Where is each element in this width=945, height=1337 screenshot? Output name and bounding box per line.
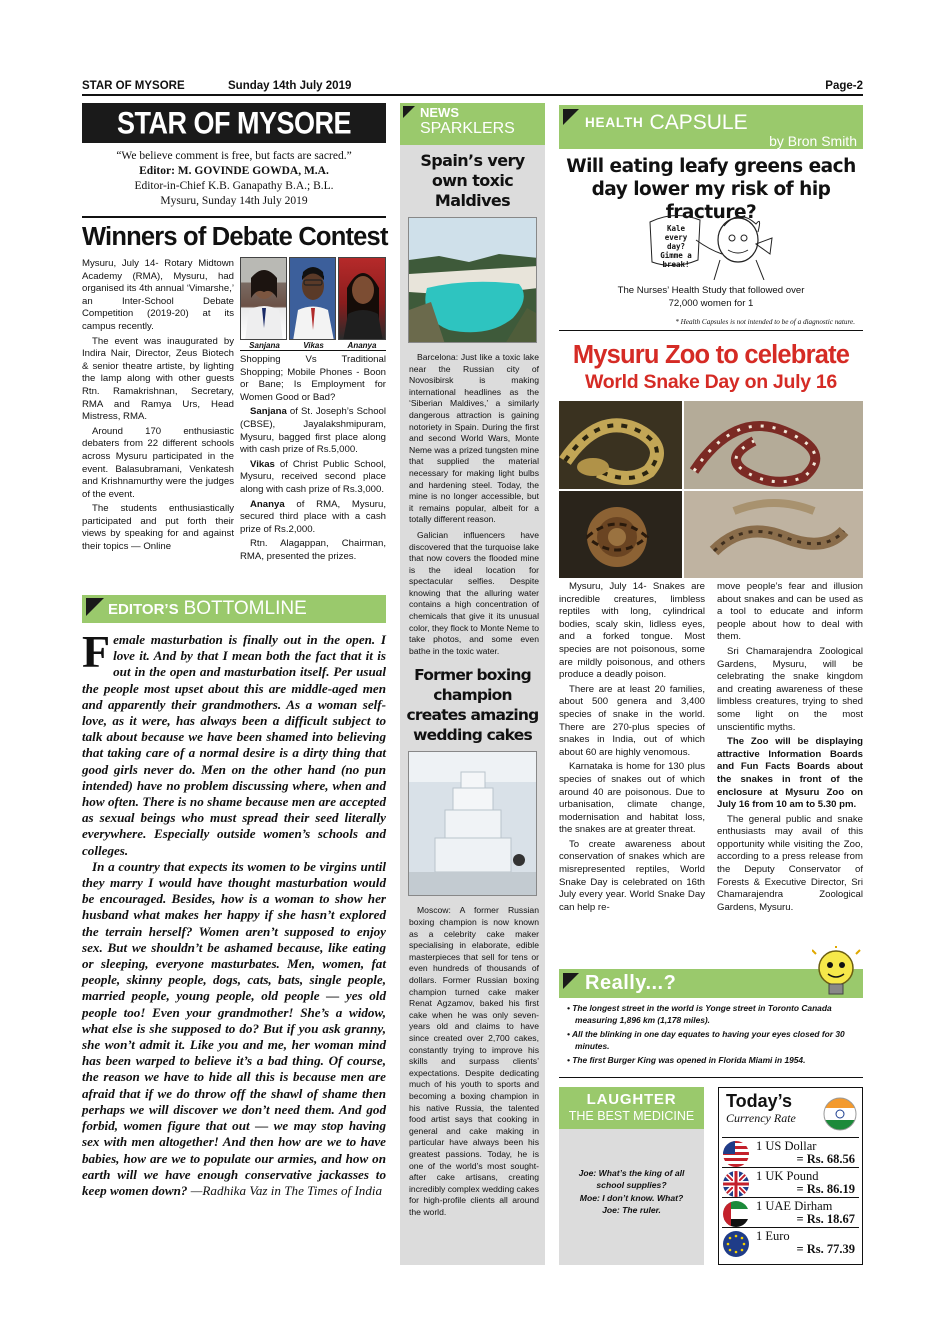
- cake-graphic: [409, 752, 537, 896]
- story1-title: Spain’s very own toxic Maldives: [420, 151, 525, 210]
- paragraph: [82, 859, 386, 1199]
- paragraph: Sri Chamarajendra Zoological Gardens, Mysuru, will be celebrating the snake kingdom and creating awareness of these limbless creatures, trying to shed some light on the most unscientific myths.: [717, 645, 863, 733]
- sparklers-label-a: NEWS: [420, 105, 459, 120]
- fact-text: All the blinking in one day equates to having your eyes closed for 30 minutes.: [571, 1029, 845, 1051]
- winner-name: Vikas: [250, 458, 275, 470]
- health-byline: by Bron Smith: [769, 133, 857, 149]
- bottomline-label-a: EDITOR’S: [108, 600, 179, 618]
- joke-line: Moe: I don’t know. What?: [579, 1192, 684, 1203]
- editorial-info: [82, 149, 386, 209]
- paragraph: Mysuru, July 14- Snakes are incredible creatures, limbless reptiles with long, cylindrical bodies, scaly skin, lidless eyes, and a forked tongue. Most species are not poisonous, some are mildly poisonous, and others produce a deadly poison.: [559, 581, 705, 681]
- paragraph: The general public and snake enthusiasts may avail of this opportunity while visiting the Zoo, according to a press release from the Deputy Conservator of Forests & Executive Director, Sri Chamarajendra Zoological Gardens, Mysuru.: [717, 813, 863, 913]
- health-disclaimer: * Health Capsules is not intended to be of a diagnostic nature.: [675, 318, 855, 326]
- logo-banner: [82, 103, 386, 143]
- zoo-col1: [559, 581, 705, 916]
- photo-vikas: [289, 257, 336, 340]
- cake-photo: [408, 751, 537, 896]
- currency-row: [722, 1167, 859, 1197]
- india-flag-icon: [823, 1097, 857, 1131]
- paragraph: The students enthusiastically participated and put forth their views by speaking for and against their topics — Online: [82, 503, 234, 553]
- eu-flag-icon: [722, 1230, 750, 1258]
- zoo-headline: [559, 340, 863, 394]
- photo-captions: [240, 341, 386, 351]
- zoo-col2: [717, 581, 863, 916]
- bottomline-para2: In a country that expects its women to be virgins until they marry I would have thought masturbation would be encouraged. Besides, how is a woman to show her husband what makes her happy if she hasn’t explored the terrain herself? Women aren’t supposed to enjoy sex. But we shouldn’t be ashamed because, like eating or sleeping, everyone masturbates. Men, women, fat people, skinny people, dogs, cats, bats, single people, married people, young people, old people — yes old people too! Even your grandmother! She’s a widow, what else is she supposed to do? But if you ask granny, she won’t admit it. Like you and me, her woman mind has been warped to believe it’s a bad thing. Of course, the reason we have to hide all this is because men are afraid that if we do throw off the shawl of shame then perhaps we will discover we don’t need them. And god forbid, women figure that out — we may stop having sex with men altogether! And then how are we to have babies, how are we to populate our armies, and how on earth will we have enough conservative jackasses to keep women down?: [82, 858, 386, 1198]
- snake-photo-3: [559, 491, 682, 578]
- winner-paragraph: [240, 499, 386, 537]
- caption-sanjana: Sanjana: [249, 341, 280, 350]
- currency-name: 1 US Dollar: [756, 1139, 817, 1153]
- joke-line: Joe: What’s the king of all school supplies?: [578, 1168, 685, 1191]
- paragraph: The Zoo will be displaying attractive Information Boards and Fun Facts Boards about the snakes in front of the enclosure at Mysuru Zoo on July 16 from 10 am to 5.30 pm.: [717, 736, 863, 811]
- laughter-label-b: THE BEST MEDICINE: [568, 1109, 695, 1123]
- really-label: Really...?: [585, 972, 677, 994]
- photo-sanjana: [240, 257, 287, 340]
- currency-name: 1 Euro: [756, 1229, 790, 1243]
- bottomline-para1: emale masturbation is finally out in the open. I love it. And by that I mean both the fact that it is out in the open and masturbation itself. Per usual the people most upset about this are middle-aged men and apparently their grandmothers. As a woman self-love, as it were, has always been a difficult subject to talk about because we have been shamed into believing that taking care of a normal desire is a dirty thing that good girls never do. Men on the other hand (no pun intended) have no problem discussing where, when and how often. There is no shame because men are accepted as sexual beings who must spread their seed literally everywhere. Especially outside women’s schools and colleges.: [82, 632, 386, 858]
- currency-rate: = Rs. 86.19: [796, 1182, 855, 1196]
- editor-in-chief-line: Editor-in-Chief K.B. Ganapathy B.A.; B.L.: [134, 180, 334, 192]
- currency-row: [722, 1227, 859, 1257]
- snake-graphic: [559, 401, 682, 489]
- snake-graphic: [684, 401, 863, 489]
- winner-text: of St. Joseph’s School (CBSE), Jayalakshmipuram, Mysuru, bagged first place along with cash prize of Rs.5,000.: [240, 406, 386, 456]
- winner-text: of Christ Public School, Mysuru, received second place along with cash prize of Rs.3,000.: [240, 458, 386, 495]
- bottomline-label-b: BOTTOMLINE: [183, 598, 307, 619]
- snake-photo-2: [684, 401, 863, 489]
- photo-ananya: [338, 257, 386, 340]
- currency-name: 1 UK Pound: [756, 1169, 819, 1183]
- lake-photo: [408, 217, 537, 343]
- fact-text: The longest street in the world is Yonge street in Toronto Canada measuring 1,896 km (1,178 miles).: [572, 1003, 832, 1025]
- currency-box: [718, 1087, 863, 1265]
- corner-marker-icon: [559, 969, 585, 999]
- rule: [82, 216, 386, 218]
- paragraph: move people’s fear and illusion about snakes and can be used as a tool to educate and inform people about how to deal with them.: [717, 581, 863, 643]
- paragraph: Barcelona: Just like a toxic lake near the Russian city of Novosibirsk is making international headlines as the ‘Siberian Maldives,’ a similarly dangerous attraction is gaining notoriety in Spain. During the first and second World Wars, Monte Neme was a prized tungsten mine that supplied the material necessary for making light bulbs and hardening steel. Today, the mine is no longer accessible, but it remains popular, albeit for a totally different reason.: [409, 352, 539, 525]
- paragraph: The event was inaugurated by Indira Nair, Director, Zeus Biotech & senior theatre artiste, by lighting the lamp along with other guests Rtn. Ramakrishnan, Secretary, RMA and Ramya Urs, Head Mistress, RMA.: [82, 335, 234, 423]
- page-number: Page-2: [825, 80, 863, 92]
- editor-line: Editor: M. GOVINDE GOWDA, M.A.: [139, 165, 329, 177]
- us-flag-icon: [722, 1140, 750, 1168]
- paragraph: To create awareness about conservation of snakes which are misrepresented reptiles, World Snake Day is celebrated on 16th July every year. World Snake Day can help re-: [559, 838, 705, 913]
- zoo-headline-1: Mysuru Zoo to celebrate: [572, 341, 850, 369]
- portrait-graphic: [339, 258, 386, 340]
- logo-text: STAR OF MYSORE: [116, 105, 351, 140]
- editorial-dateline: Mysuru, Sunday 14th July 2019: [160, 195, 308, 207]
- paragraph: Around 170 enthusiastic debaters from 22 different schools across Mysuru participated in the event. Balasubramani, Venkatesh and Krishnamurthy were the judges of the event.: [82, 425, 234, 500]
- health-study: The Nurses’ Health Study that followed over 72,000 women for 1: [617, 285, 805, 309]
- zoo-headline-2: World Snake Day on July 16: [585, 371, 837, 393]
- bottomline-band: [82, 593, 386, 623]
- story1-body: [400, 343, 545, 657]
- winner-photos: [240, 257, 386, 340]
- paragraph: [82, 626, 386, 859]
- laughter-label-a: LAUGHTER: [586, 1091, 677, 1108]
- winner-text: of RMA, Mysuru, secured third place with a cash prize of Rs.2,000.: [240, 498, 386, 535]
- masthead-label: STAR OF MYSORE: [82, 80, 185, 92]
- winner-name: Sanjana: [250, 406, 287, 418]
- portrait-graphic: [290, 258, 336, 340]
- currency-rate: = Rs. 77.39: [796, 1242, 855, 1256]
- fact-item: • The first Burger King was opened in Florida Miami in 1954.: [567, 1055, 806, 1065]
- fact-item: • The longest street in the world is Yonge street in Toronto Canada measuring 1,896 km (1,178 miles).: [567, 1003, 832, 1025]
- caption-vikas: Vikas: [303, 341, 324, 350]
- page-header: [82, 80, 863, 96]
- currency-rate: = Rs. 18.67: [796, 1212, 855, 1226]
- health-question: Will eating leafy greens each day lower my risk of hip fracture?: [566, 156, 856, 223]
- lightbulb-icon: [812, 946, 862, 1000]
- paragraph: Galician influencers have discovered that the turquoise lake that now covers the flooded mine is the ideal location for spectacular selfies. Despite knowing that the alluring water contains a high concentration of chemicals that give it its unusual color, they flock to Monte Neme to take photos, and some even bathe in the toxic water.: [409, 529, 539, 656]
- joke: [559, 1167, 704, 1217]
- health-band: [559, 103, 863, 149]
- currency-row: [722, 1137, 859, 1167]
- currency-row: [722, 1197, 859, 1227]
- header-date: Sunday 14th July 2019: [228, 80, 352, 92]
- paragraph: Shopping Vs Traditional Shopping; Mobile Phones - Boon or Bane; Is Employment for Women Good or Bad?: [240, 354, 386, 403]
- paragraph: Moscow: A former Russian boxing champion is now known as a celebrity cake maker specialising in elaborate, edible masterpieces that sell for tens or even hundreds of thousands of dollars. Former Russian boxing champion turned cake maker Renat Agzamov, baked his first cake when he was only seven-years old and claims to have since created over 2,700 cakes, constantly trying to improve his skills and surpass clients’ expectations. Despite dedicating much of his youth to sports and becoming a boxing champion in his native Russia, the talented food artist says that cooking in general and cake making in particular have always been his greatest passions. Today, he is one of the world’s most sought-after cake artisans, creating incredibly complex wedding cakes for high-profile clients all around the world.: [409, 905, 539, 1217]
- bottomline-body: [82, 626, 386, 1199]
- health-label-a: HEALTH: [585, 115, 644, 130]
- laughter-band: [559, 1087, 704, 1129]
- lake-graphic: [409, 218, 537, 343]
- rule: [559, 1077, 863, 1078]
- corner-marker-icon: [82, 594, 108, 624]
- uk-flag-icon: [722, 1170, 750, 1198]
- winner-paragraph: [240, 459, 386, 497]
- snake-photo-1: [559, 401, 682, 489]
- dropcap: F: [82, 626, 111, 677]
- snake-photo-4: [684, 491, 863, 578]
- sparklers-label-b: SPARKLERS: [420, 120, 515, 137]
- corner-marker-icon: [559, 105, 585, 135]
- bottomline-credit: —Radhika Vaz in The Times of India: [190, 1182, 383, 1198]
- currency-title: Today’s: [726, 1091, 793, 1111]
- health-label-b: CAPSULE: [649, 111, 748, 134]
- snake-graphic: [684, 491, 863, 578]
- paragraph: Mysuru, July 14- Rotary Midtown Academy (RMA), Mysuru, had organised its 4th annual ‘Vimarshe,’ an Inter-School Debate Competition (2019-20) at its campus recently.: [82, 258, 234, 332]
- fact-item: • All the blinking in one day equates to having your eyes closed for 30 minutes.: [567, 1029, 845, 1051]
- winner-paragraph: [240, 406, 386, 456]
- uae-flag-icon: [722, 1200, 750, 1228]
- sparklers-band: [400, 103, 545, 145]
- fact-text: The first Burger King was opened in Florida Miami in 1954.: [572, 1055, 806, 1065]
- currency-name: 1 UAE Dirham: [756, 1199, 833, 1213]
- motto: “We believe comment is free, but facts are sacred.”: [116, 150, 352, 162]
- joke-line: Joe: The ruler.: [602, 1205, 661, 1216]
- paragraph: Karnataka is home for 130 plus species of snakes out of which around 40 are poisonous. Due to urbanisation, climate change, modernisation and habitat loss, the snakes are at greater threat.: [559, 761, 705, 836]
- currency-rate: = Rs. 68.56: [796, 1152, 855, 1166]
- winner-name: Ananya: [250, 498, 285, 510]
- cartoon: [644, 210, 779, 280]
- debate-col1: [82, 258, 234, 556]
- debate-col2: [240, 354, 386, 566]
- story2-body: [400, 896, 545, 1218]
- story2-title: Former boxing champion creates amazing wedding cakes: [406, 666, 539, 745]
- sparklers-column: [400, 103, 545, 1265]
- debate-headline: Winners of Debate Contest: [82, 223, 388, 251]
- laughter-box: [559, 1087, 704, 1265]
- currency-header: [722, 1091, 859, 1137]
- cartoon-bubble: Kale every day? Gimme a break!: [660, 224, 692, 269]
- corner-marker-icon: [402, 105, 418, 121]
- portrait-graphic: [241, 258, 287, 340]
- paragraph: Rtn. Alagappan, Chairman, RMA, presented the prizes.: [240, 538, 386, 562]
- snake-graphic: [559, 491, 682, 578]
- rule: [559, 330, 863, 331]
- snake-photos: [559, 401, 863, 578]
- caption-ananya: Ananya: [347, 341, 377, 350]
- currency-subtitle: Currency Rate: [726, 1111, 796, 1125]
- really-facts: [565, 1003, 863, 1067]
- paragraph: There are at least 20 families, about 500 genera and 3,400 species of snake in the world. There are 270-plus species of snakes in India, out of which about 60 are highly venomous.: [559, 683, 705, 758]
